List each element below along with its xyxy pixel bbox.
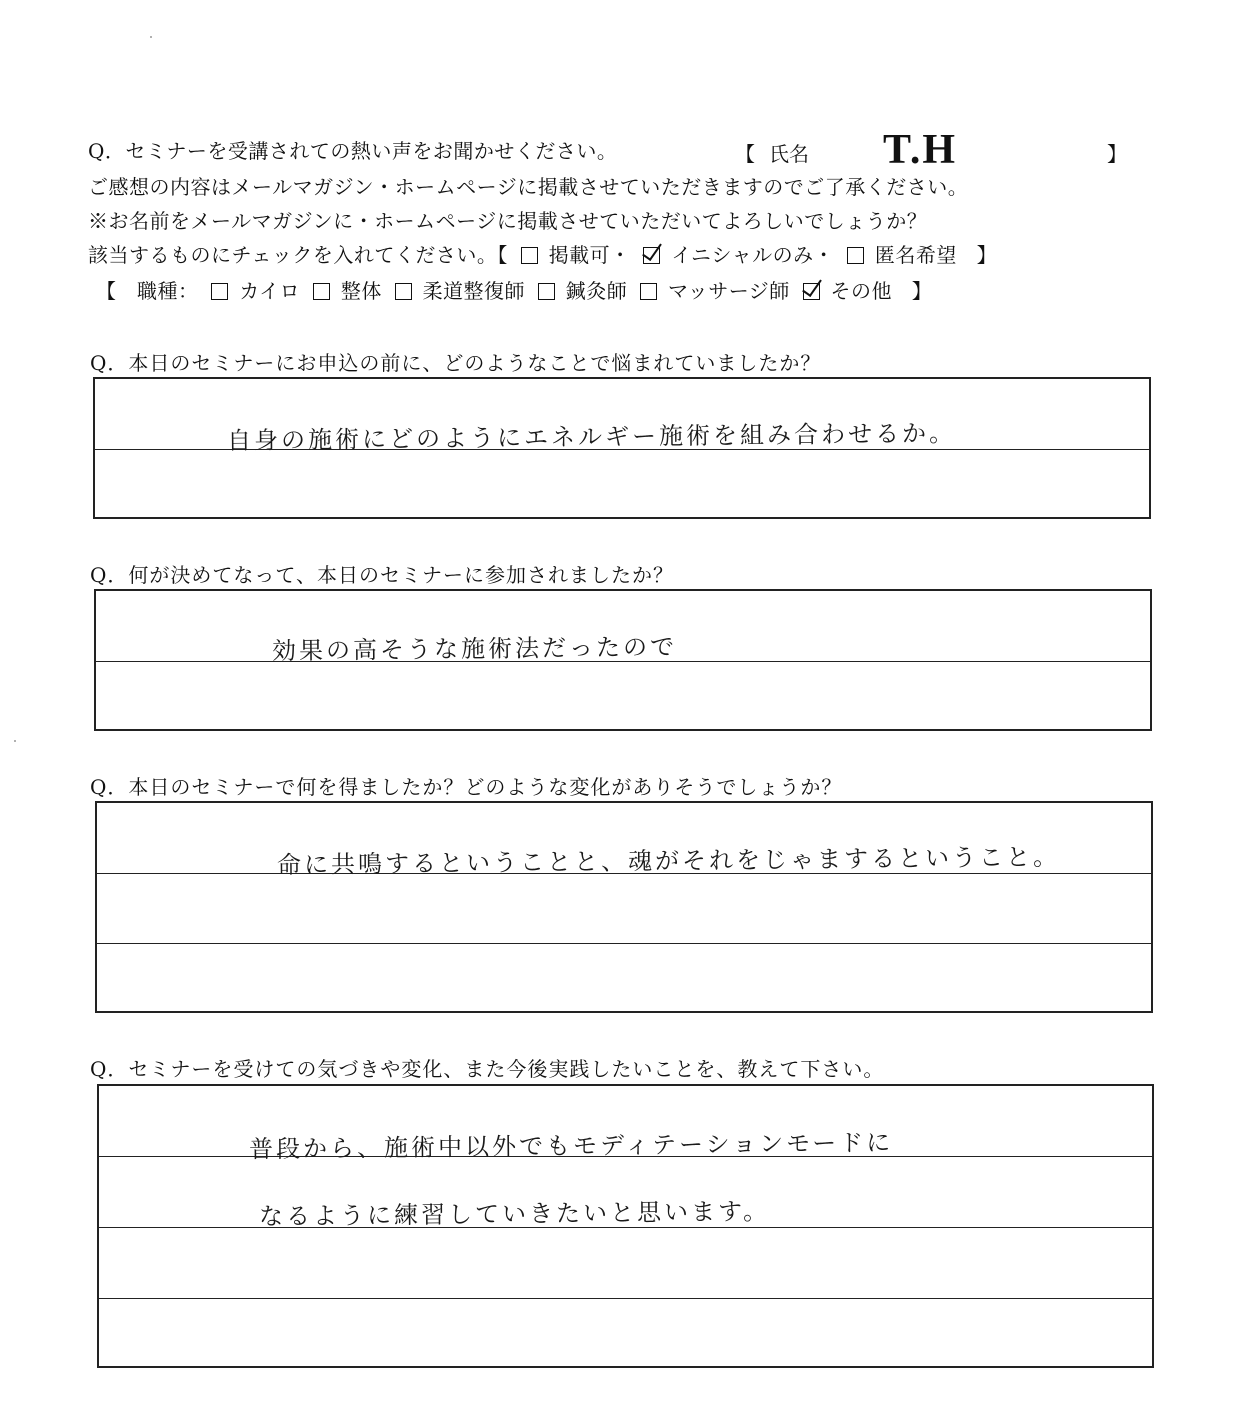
answer-4-line-2: なるように練習していきたいと思います。 <box>258 1197 771 1231</box>
name-label: 氏名 <box>769 142 809 166</box>
answer-line <box>97 943 1151 944</box>
occupation-judo-label: 柔道整復師 <box>422 279 526 303</box>
publication-notice: ご感想の内容はメールマガジン・ホームページに掲載させていただきますのでご了承ください。 <box>88 175 969 199</box>
answer-box-4[interactable] <box>97 1084 1154 1368</box>
answer-3-line-1: 命に共鳴するということと、魂がそれをじゃまするということ。 <box>276 842 1061 880</box>
occupation-suffix: 】 <box>911 279 933 303</box>
occupation-seitai-checkbox[interactable] <box>313 283 330 300</box>
occupation-judo-checkbox[interactable] <box>395 283 412 300</box>
occupation-massage-label: マッサージ師 <box>668 279 790 303</box>
answer-1-line-1: 自身の施術にどのようにエネルギー施術を組み合わせるか。 <box>226 419 957 455</box>
name-bracket-open: 【 <box>735 142 755 166</box>
anonymous-label: 匿名希望 <box>874 243 957 267</box>
answer-4-line-1: 普段から、施術中以外でもモディテーションモードに <box>248 1128 894 1164</box>
occupation-chiro-label: カイロ <box>239 279 301 303</box>
initials-only-label: イニシャルのみ・ <box>671 243 835 267</box>
question-1: Q．本日のセミナーにお申込の前に、どのようなことで悩まれていましたか？ <box>90 351 822 375</box>
occupation-massage-checkbox[interactable] <box>640 283 657 300</box>
check-prompt-end: 】 <box>976 243 998 267</box>
answer-box-3[interactable] <box>95 801 1153 1013</box>
question-3: Q．本日のセミナーで何を得ましたか？どのような変化がありそうでしょうか？ <box>90 775 843 799</box>
anonymous-checkbox[interactable] <box>847 247 864 264</box>
form-title: Q．セミナーを受講されての熱い声をお聞かせください。 <box>88 139 618 163</box>
occupation-seitai-label: 整体 <box>340 279 382 303</box>
initials-only-checkbox[interactable] <box>643 247 660 264</box>
name-field <box>735 127 1127 173</box>
name-bracket-close: 】 <box>1107 142 1127 166</box>
occupation-prefix: 【 職種： <box>96 279 199 303</box>
occupation-row <box>96 278 932 304</box>
occupation-acupuncture-label: 鍼灸師 <box>565 279 628 303</box>
publish-ok-checkbox[interactable] <box>521 247 538 264</box>
answer-line <box>99 1298 1152 1299</box>
question-4: Q．セミナーを受けての気づきや変化、また今後実践したいことを、教えて下さい。 <box>90 1057 885 1081</box>
publish-options-row <box>88 242 997 268</box>
name-value: T.H <box>883 127 958 173</box>
question-2: Q．何が決めてなって、本日のセミナーに参加されましたか？ <box>90 563 674 587</box>
scan-speck <box>14 740 16 742</box>
answer-box-2[interactable] <box>94 589 1152 731</box>
occupation-acupuncture-checkbox[interactable] <box>538 283 555 300</box>
occupation-other-checkbox[interactable] <box>803 283 820 300</box>
occupation-other-label: その他 <box>830 279 893 303</box>
publish-ok-label: 掲載可・ <box>548 243 631 267</box>
occupation-chiro-checkbox[interactable] <box>211 283 228 300</box>
permission-question: ※お名前をメールマガジンに・ホームページに掲載させていただいてよろしいでしょうか？ <box>88 209 928 233</box>
check-prompt: 該当するものにチェックを入れてください。【 <box>88 243 508 267</box>
answer-box-1[interactable] <box>93 377 1151 519</box>
scan-speck <box>150 36 152 38</box>
answer-2-line-1: 効果の高そうな施術法だったので <box>271 632 678 666</box>
